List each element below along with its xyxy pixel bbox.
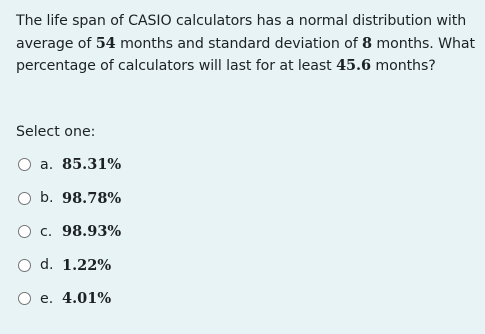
answer-options (18, 148, 318, 316)
answer-letter-d: d. (40, 257, 54, 274)
question-text-part-3: months. What percentage of calculators will last for at least (16, 35, 475, 74)
radio-button-a[interactable] (18, 158, 31, 171)
answer-letter-a: a. (40, 156, 54, 173)
radio-button-e[interactable] (18, 292, 31, 305)
question-text-part-2: months and standard deviation of (115, 35, 363, 52)
answer-value-a: 85.31% (62, 156, 122, 174)
answer-value-c: 98.93% (62, 223, 122, 241)
radio-button-b[interactable] (18, 192, 31, 205)
mean-value: 54 (95, 34, 116, 52)
answer-option-d[interactable] (18, 249, 318, 283)
radio-button-d[interactable] (18, 259, 31, 272)
answer-option-c[interactable] (18, 215, 318, 249)
radio-button-c[interactable] (18, 225, 31, 238)
question-text-part-1: The life span of CASIO calculators has a normal distribution with average of (16, 13, 467, 52)
answer-value-d: 1.22% (62, 256, 112, 274)
answer-option-a[interactable] (18, 148, 318, 182)
answer-value-e: 4.01% (62, 290, 112, 308)
answer-option-e[interactable] (18, 282, 318, 316)
question-text (16, 11, 476, 78)
answer-letter-b: b. (40, 190, 54, 207)
question-text-part-4: months? (370, 58, 436, 74)
answer-option-b[interactable] (18, 182, 318, 216)
threshold-value: 45.6 (336, 57, 371, 74)
answer-value-b: 98.78% (62, 189, 122, 207)
answer-letter-c: c. (40, 223, 53, 240)
select-one-prompt: Select one: (16, 124, 96, 140)
sd-value: 8 (362, 34, 373, 52)
answer-letter-e: e. (40, 290, 54, 307)
